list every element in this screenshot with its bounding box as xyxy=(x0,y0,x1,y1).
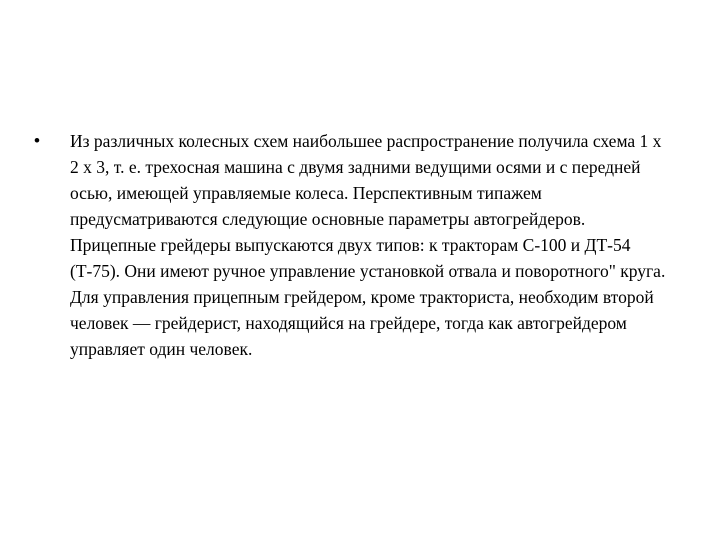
bullet-icon: • xyxy=(34,131,40,150)
bullet-item xyxy=(34,128,674,362)
bullet-text xyxy=(70,128,674,362)
paragraph-trailed-graders: Прицепные грейдеры выпускаются двух типов: к тракторам С-100 и ДТ-54 (Т-75). Они имеют ручное управление установкой отвала и поворотного" круга. Для управления прицепным грейдером, кроме тракториста, необходим второй человек — грейдерист, находящийся на грейдере, тогда как автогрейдером управляет один человек. xyxy=(70,235,666,359)
paragraph-wheel-schemes: Из различных колесных схем наибольшее распространение получила схема 1 x 2 x 3, т. е. трехосная машина с двумя задними ведущими осями и с передней осью, имеющей управляемые колеса. Перспективным типажем предусматриваются следующие основные параметры автогрейдеров. xyxy=(70,131,662,229)
